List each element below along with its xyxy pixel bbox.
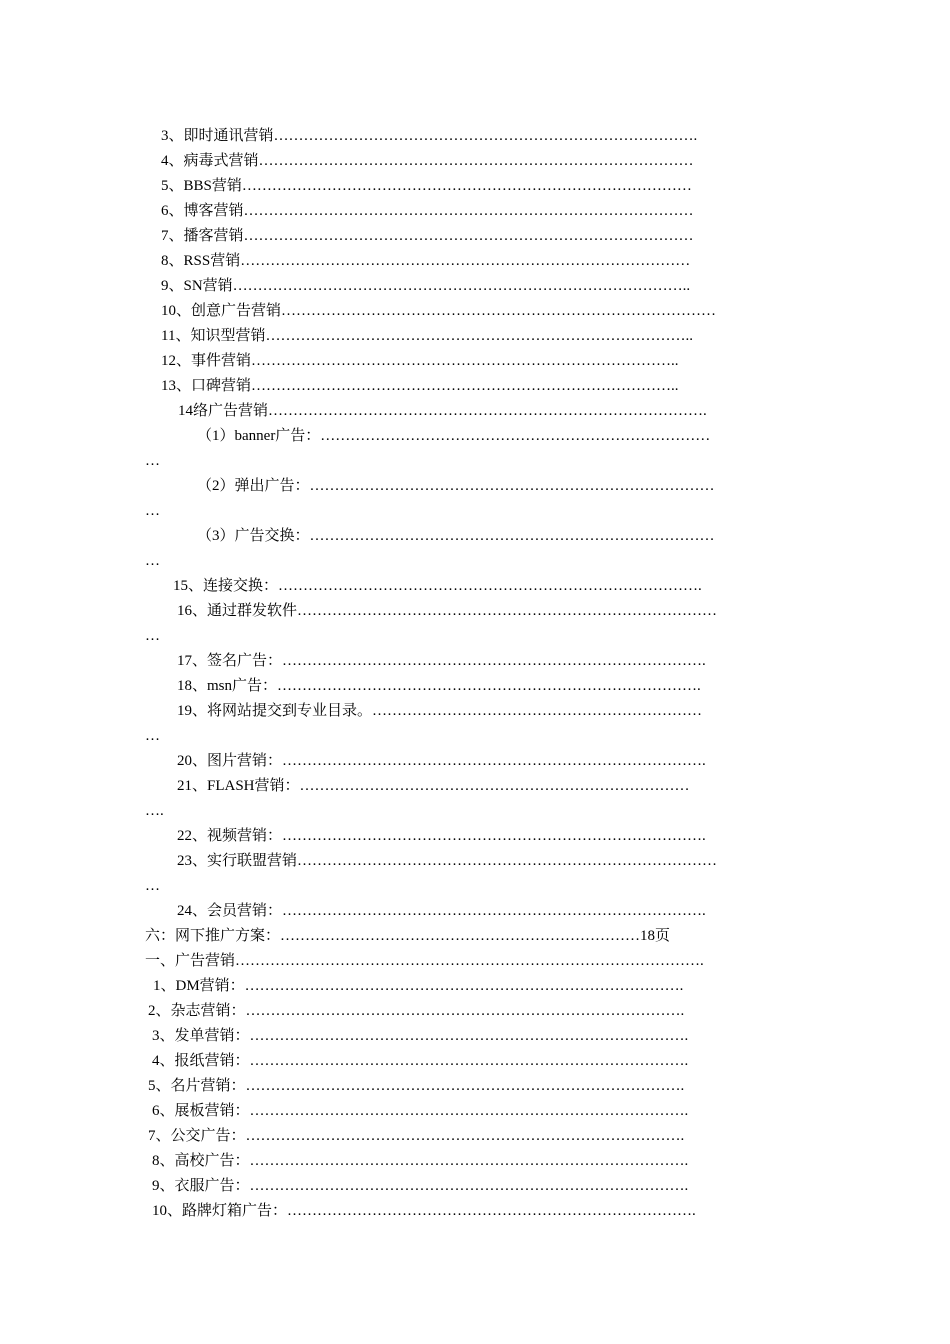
toc-entry: 21、FLASH营销：……………………………………………………………………: [177, 778, 690, 794]
toc-entry: 17、签名广告：………………………………………………………………………….: [177, 653, 706, 669]
toc-entry: 19、将网站提交到专业目录。…………………………………………………………: [177, 703, 703, 719]
toc-entry: 8、高校广告：…………………………………………………………………………….: [152, 1153, 689, 1169]
table-of-contents: [145, 124, 825, 1224]
toc-entry: 23、实行联盟营销…………………………………………………………………………: [177, 853, 718, 869]
toc-entry: 3、发单营销：…………………………………………………………………………….: [152, 1028, 689, 1044]
toc-entry: 10、创意广告营销……………………………………………………………………………: [161, 303, 717, 319]
toc-entry: 22、视频营销：………………………………………………………………………….: [177, 828, 706, 844]
toc-entry: 10、路牌灯箱广告：……………………………………………………………………….: [152, 1203, 696, 1219]
toc-entry: 5、BBS营销………………………………………………………………………………: [161, 178, 692, 194]
toc-entry: 14络广告营销…………………………………………………………………………….: [178, 403, 707, 419]
toc-section-heading: 六：网下推广方案：………………………………………………………………18页: [145, 928, 671, 944]
toc-entry: 4、病毒式营销……………………………………………………………………………: [161, 153, 694, 169]
toc-entry: 9、SN营销………………………………………………………………………………..: [161, 278, 691, 294]
toc-entry: 20、图片营销：………………………………………………………………………….: [177, 753, 706, 769]
toc-continuation: …: [145, 878, 160, 894]
toc-entry: 12、事件营销…………………………………………………………………………..: [161, 353, 679, 369]
toc-continuation: ….: [145, 803, 164, 819]
toc-entry: 13、口碑营销…………………………………………………………………………..: [161, 378, 679, 394]
toc-entry: 18、msn广告：………………………………………………………………………….: [177, 678, 701, 694]
toc-entry: 11、知识型营销…………………………………………………………………………..: [161, 328, 693, 344]
toc-entry: 7、公交广告：…………………………………………………………………………….: [148, 1128, 685, 1144]
toc-continuation: …: [145, 503, 160, 519]
toc-continuation: …: [145, 553, 160, 569]
toc-entry: 6、博客营销………………………………………………………………………………: [161, 203, 694, 219]
toc-continuation: …: [145, 453, 160, 469]
toc-entry: 一、广告营销………………………………………………………………………………….: [145, 953, 704, 969]
toc-entry: 1、DM营销：…………………………………………………………………………….: [153, 978, 684, 994]
toc-entry: 3、即时通讯营销………………………………………………………………………….: [161, 128, 698, 144]
toc-entry: 2、杂志营销：…………………………………………………………………………….: [148, 1003, 685, 1019]
toc-entry: 16、通过群发软件…………………………………………………………………………: [177, 603, 718, 619]
toc-entry: 7、播客营销………………………………………………………………………………: [161, 228, 694, 244]
toc-entry: 6、展板营销：…………………………………………………………………………….: [152, 1103, 689, 1119]
toc-subentry: （1）banner广告：……………………………………………………………………: [197, 428, 711, 444]
toc-entry: 5、名片营销：…………………………………………………………………………….: [148, 1078, 685, 1094]
toc-entry: 4、报纸营销：…………………………………………………………………………….: [152, 1053, 689, 1069]
toc-subentry: （3）广告交换：………………………………………………………………………: [197, 528, 715, 544]
toc-entry: 15、连接交换：………………………………………………………………………….: [173, 578, 702, 594]
toc-subentry: （2）弹出广告：………………………………………………………………………: [197, 478, 715, 494]
toc-entry: 8、RSS营销………………………………………………………………………………: [161, 253, 691, 269]
toc-continuation: …: [145, 628, 160, 644]
toc-continuation: …: [145, 728, 160, 744]
toc-entry: 24、会员营销：………………………………………………………………………….: [177, 903, 706, 919]
toc-entry: 9、衣服广告：…………………………………………………………………………….: [152, 1178, 689, 1194]
